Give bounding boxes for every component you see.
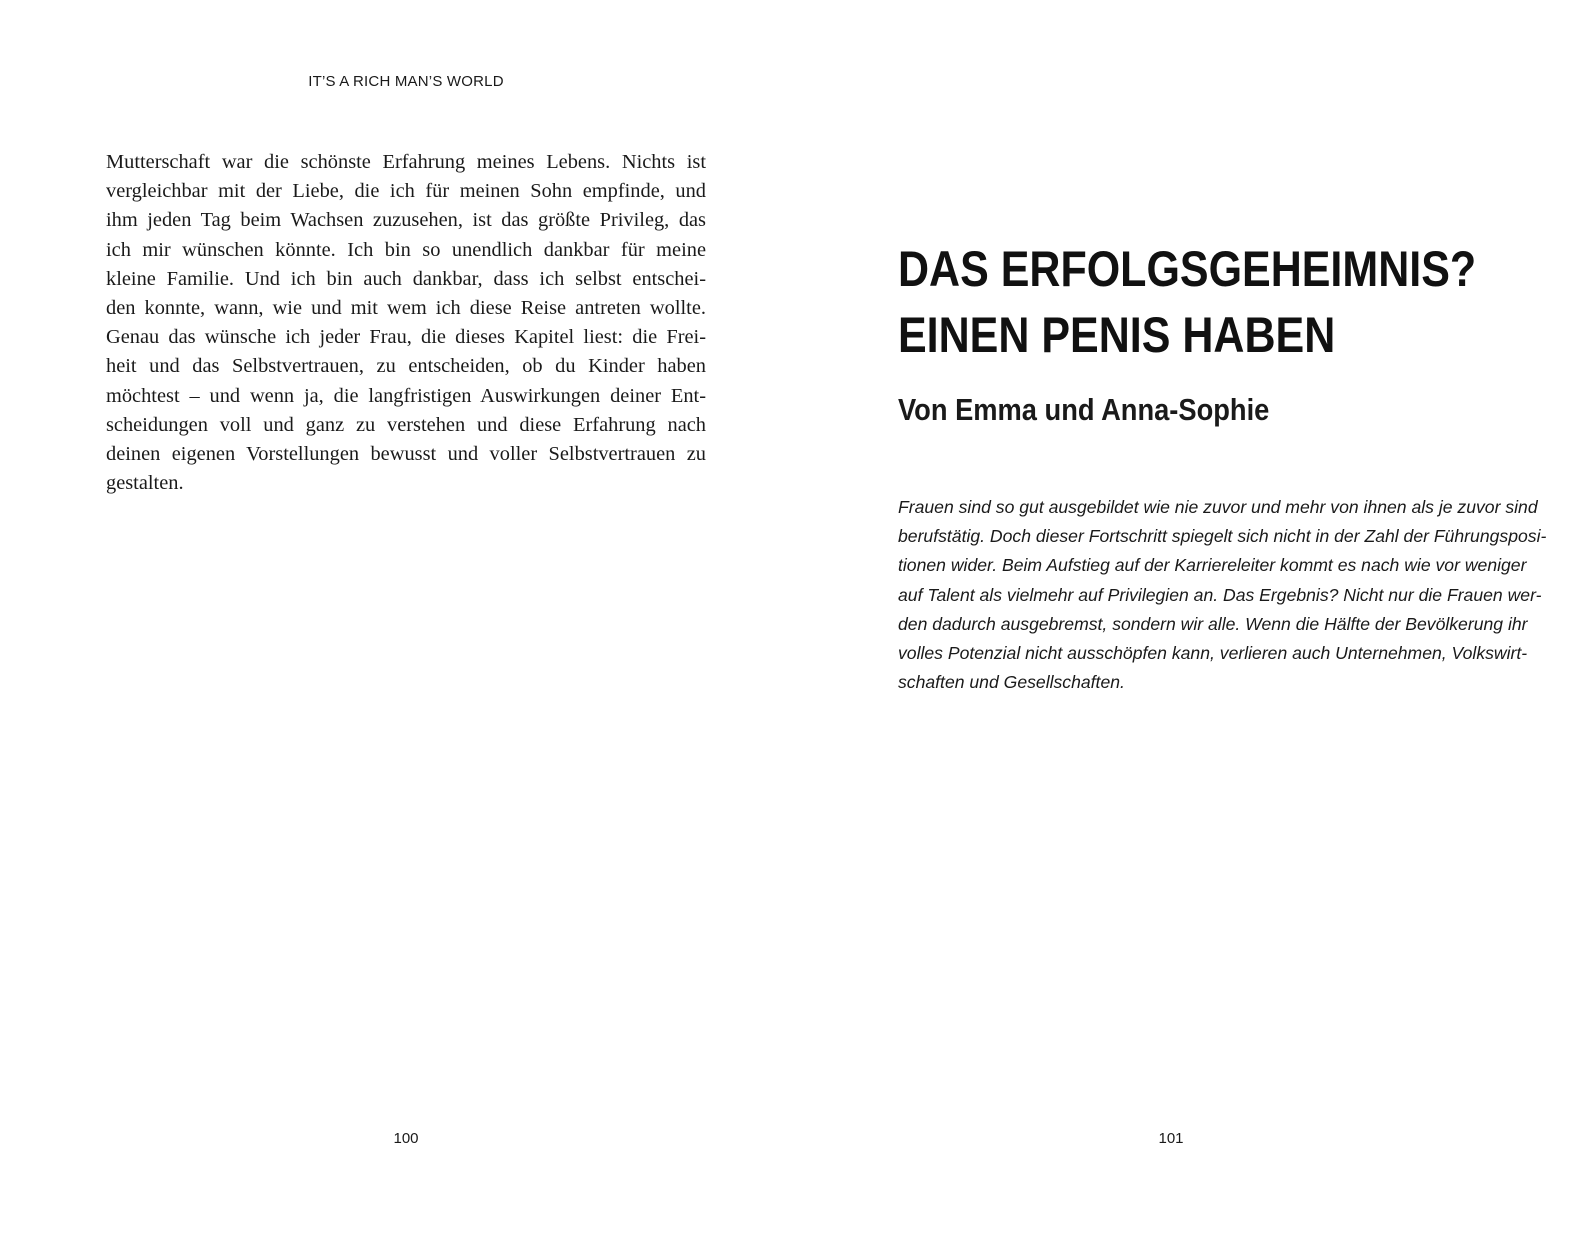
abstract-line: den dadurch ausgebremst, sondern wir alle. Wenn die Hälfte der Bevölkerung ihr <box>898 613 1528 634</box>
chapter-title <box>898 236 1477 368</box>
abstract-line: schaften und Gesellschaften. <box>898 672 1125 693</box>
chapter-title-line: DAS ERFOLGSGEHEIMNIS? <box>898 241 1477 297</box>
abstract-line: Frauen sind so gut ausgebildet wie nie zuvor und mehr von ihnen als je zuvor sind <box>898 497 1538 517</box>
body-line: scheidungen voll und ganz zu verstehen und diese Erfahrung nach <box>106 413 706 436</box>
body-line: den konnte, wann, wie und mit wem ich diese Reise antreten wollte. <box>106 297 706 320</box>
chapter-title-line: EINEN PENIS HABEN <box>898 307 1336 363</box>
abstract-line: berufstätig. Doch dieser Fortschritt spiegelt sich nicht in der Zahl der Führungsposi- <box>898 526 1547 547</box>
body-line: gestalten. <box>106 472 184 495</box>
body-line: möchtest – und wenn ja, die langfristigen Auswirkungen deiner Ent- <box>106 384 706 407</box>
body-line: deinen eigenen Vorstellungen bewusst und voller Selbstvertrauen zu <box>106 443 706 466</box>
body-line: vergleichbar mit der Liebe, die ich für meinen Sohn empfinde, und <box>106 180 706 203</box>
abstract-line: tionen wider. Beim Aufstieg auf der Karriereleiter kommt es nach wie vor weniger <box>898 555 1527 576</box>
page-number-left: 100 <box>393 1130 419 1147</box>
right-page <box>797 0 1594 1240</box>
abstract-line: volles Potenzial nicht ausschöpfen kann, verlieren auch Unternehmen, Volkswirt- <box>898 643 1528 664</box>
page-number-right: 101 <box>1158 1130 1184 1147</box>
chapter-abstract <box>898 493 1547 697</box>
body-line: Mutterschaft war die schönste Erfahrung meines Lebens. Nichts ist <box>106 151 706 173</box>
chapter-authors: Von Emma und Anna-Sophie <box>898 392 1270 427</box>
body-text <box>106 148 706 498</box>
running-head: IT’S A RICH MAN’S WORLD <box>308 73 504 90</box>
body-line: ich mir wünschen könnte. Ich bin so unendlich dankbar für meine <box>106 238 706 261</box>
abstract-line: auf Talent als vielmehr auf Privilegien an. Das Ergebnis? Nicht nur die Frauen wer- <box>898 584 1542 605</box>
body-line: Genau das wünsche ich jeder Frau, die dieses Kapitel liest: die Frei- <box>106 326 706 349</box>
body-line: heit und das Selbstvertrauen, zu entscheiden, ob du Kinder haben <box>106 355 706 378</box>
body-line: ihm jeden Tag beim Wachsen zuzusehen, ist das größte Privileg, das <box>106 209 706 232</box>
body-line: kleine Familie. Und ich bin auch dankbar, dass ich selbst entschei- <box>106 267 706 290</box>
